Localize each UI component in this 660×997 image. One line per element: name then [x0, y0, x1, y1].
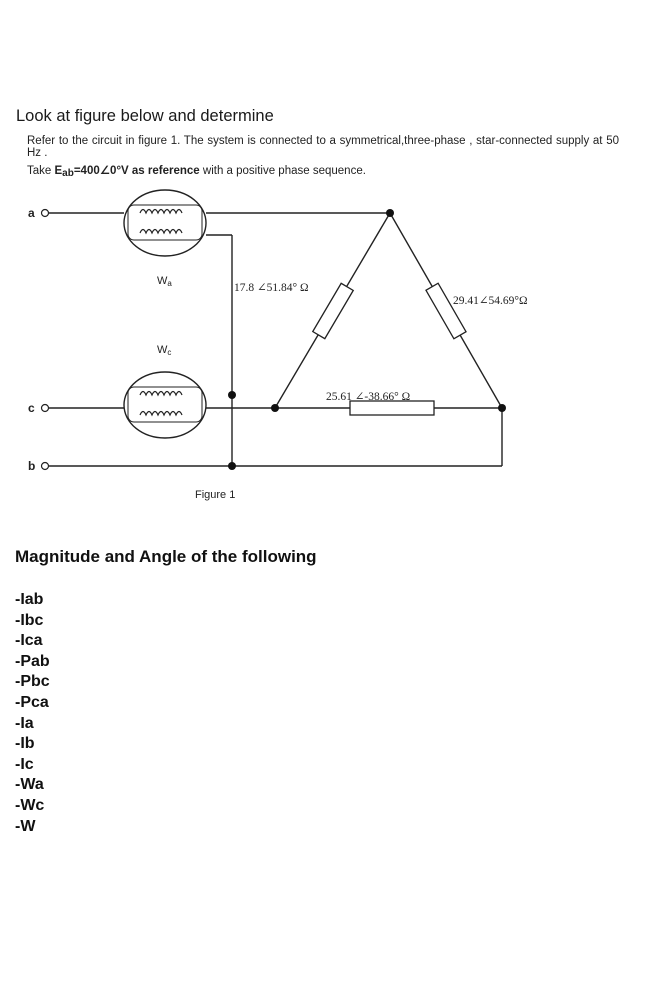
page-heading: Look at figure below and determine	[16, 107, 274, 125]
questions-list	[15, 590, 50, 837]
terminal-c	[42, 405, 49, 412]
node-c	[271, 404, 279, 412]
impedance-ab	[313, 283, 353, 338]
list-item: -Wc	[15, 796, 45, 814]
terminal-b-label: b	[28, 459, 36, 473]
wattmeter-a	[124, 190, 206, 256]
list-item: -Ia	[15, 714, 34, 732]
figure-caption: Figure 1	[195, 489, 236, 501]
list-item: -Ic	[15, 755, 34, 773]
node-b-voltage	[228, 462, 236, 470]
impedance-ca	[350, 401, 434, 415]
reference-statement	[27, 163, 366, 179]
node-wc-voltage	[228, 391, 236, 399]
impedance-ab-label: 17.8 ∠51.84° Ω	[234, 282, 309, 294]
impedance-bc	[426, 283, 466, 339]
terminal-a-label: a	[28, 206, 35, 220]
node-a	[386, 209, 394, 217]
list-item: -Pab	[15, 652, 50, 670]
list-item: -Ica	[15, 632, 43, 650]
list-item: -Ib	[15, 735, 35, 753]
terminal-c-label: c	[28, 401, 35, 415]
take-prefix: Take	[27, 165, 55, 177]
impedance-bc-label: 29.41∠54.69°Ω	[453, 295, 528, 307]
meter-c-label: Wc	[157, 344, 172, 357]
take-suffix: with a positive phase sequence.	[199, 165, 366, 177]
terminal-a	[42, 210, 49, 217]
node-b	[498, 404, 506, 412]
wattmeter-c	[124, 372, 206, 438]
list-item: -Pca	[15, 693, 49, 711]
list-item: -Ibc	[15, 611, 44, 629]
list-item: -Pbc	[15, 673, 50, 691]
terminal-b	[42, 463, 49, 470]
list-item: -Iab	[15, 591, 44, 608]
meter-a-label: Wa	[157, 275, 172, 288]
problem-statement: Refer to the circuit in figure 1. The system is connected to a symmetrical,three-phase , star-connected supply at 50 Hz .	[27, 135, 619, 159]
eab-label: $E_{ab}=400\angle 0^\circ V$ as reference	[54, 165, 200, 179]
list-item: -W	[15, 817, 36, 835]
circuit-diagram	[0, 185, 560, 515]
questions-title: Magnitude and Angle of the following	[15, 547, 317, 566]
impedance-ca-label: 25.61 ∠-38.66° Ω	[326, 391, 411, 403]
list-item: -Wa	[15, 776, 44, 794]
